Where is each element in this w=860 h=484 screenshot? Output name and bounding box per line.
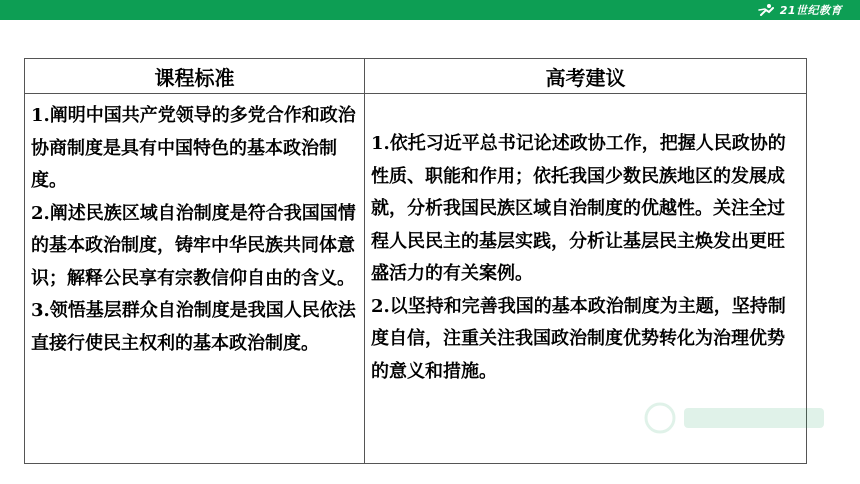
- header-row: [25, 59, 807, 94]
- top-banner: [0, 0, 860, 20]
- standard-item: 3.领悟基层群众自治制度是我国人民依法直接行使民主权利的基本政治制度。: [31, 300, 356, 354]
- column-header-standards: 课程标准: [25, 59, 365, 94]
- logo-text: 21世纪教育: [779, 4, 842, 17]
- watermark-logo-icon: [640, 398, 840, 438]
- column-header-suggestions: 高考建议: [365, 59, 807, 94]
- standards-cell: [25, 94, 365, 464]
- suggestion-item: 2.以坚持和完善我国的基本政治制度为主题，坚持制度自信，注重关注我国政治制度优势转化为治理优势的意义和措施。: [371, 295, 786, 382]
- standard-item: 1.阐明中国共产党领导的多党合作和政治协商制度是具有中国特色的基本政治制度。: [31, 105, 356, 191]
- suggestion-item: 1.依托习近平总书记论述政协工作，把握人民政协的性质、职能和作用；依托我国少数民族地区的发展成就，分析我国民族区域自治制度的优越性。关注全过程人民民主的基层实践，分析让基层民主焕发出更旺盛活力的有关案例。: [371, 133, 786, 284]
- standard-item: 2.阐述民族区域自治制度是符合我国国情的基本政治制度，铸牢中华民族共同体意识；解释公民享有宗教信仰自由的含义。: [31, 202, 356, 289]
- runner-logo-icon: [757, 3, 777, 17]
- brand-logo: [757, 0, 842, 20]
